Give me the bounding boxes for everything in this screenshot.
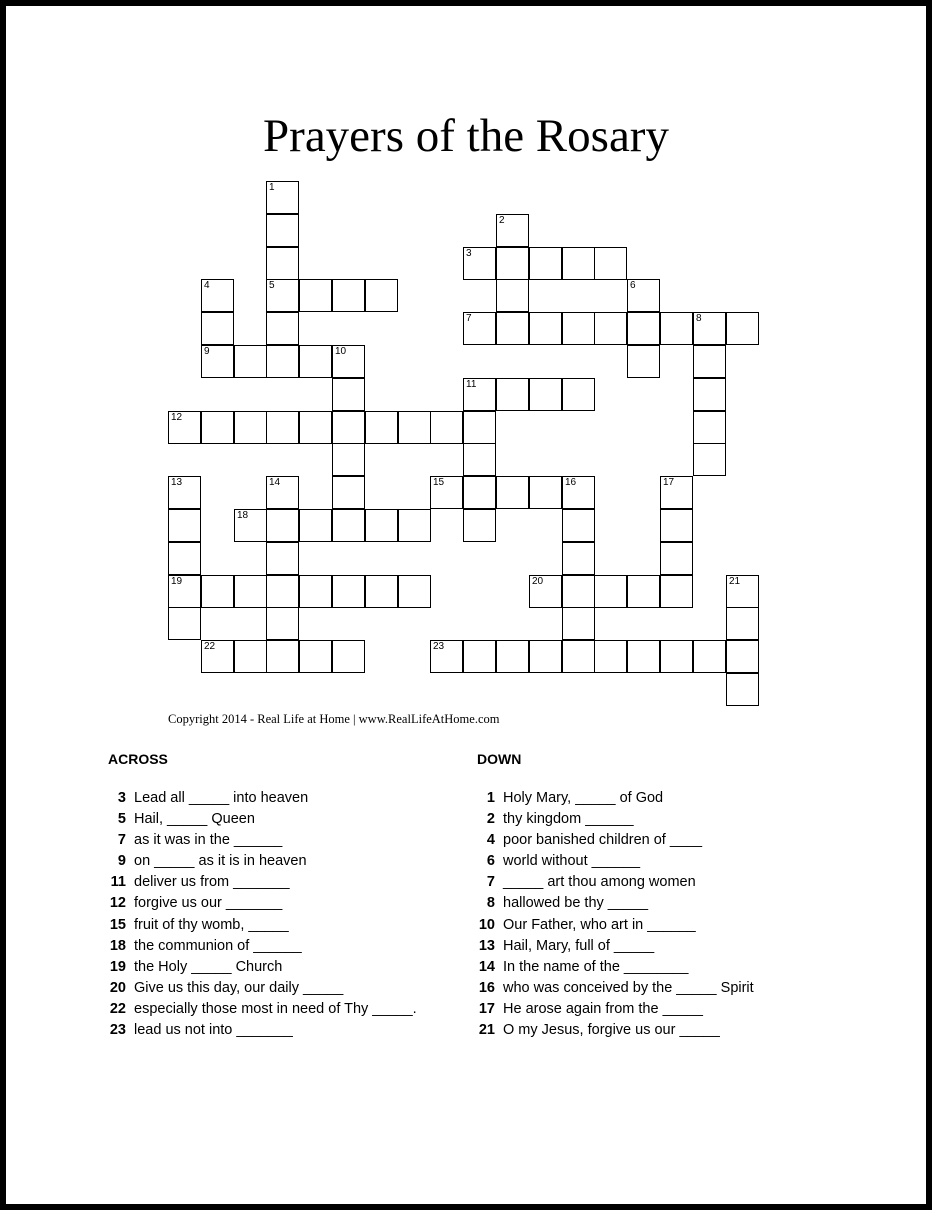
grid-cell[interactable] xyxy=(726,673,759,706)
cell-number: 17 xyxy=(663,477,675,488)
clue-number: 15 xyxy=(109,916,126,933)
clue-number: 7 xyxy=(117,832,126,849)
cell-number: 9 xyxy=(204,346,210,357)
grid-cell[interactable] xyxy=(234,640,267,673)
cell-number: 20 xyxy=(532,576,544,587)
clue-number: 19 xyxy=(109,958,126,975)
cell-number: 19 xyxy=(171,576,183,587)
down-clue-2 xyxy=(477,809,754,830)
grid-cell[interactable] xyxy=(496,476,529,509)
grid-cell[interactable] xyxy=(266,247,299,280)
grid-cell[interactable] xyxy=(201,312,234,345)
grid-cell[interactable] xyxy=(234,509,267,542)
grid-cell[interactable] xyxy=(168,607,201,640)
cell-number: 7 xyxy=(466,313,472,324)
clue-number: 11 xyxy=(110,874,126,891)
clue-text: poor banished children of ____ xyxy=(503,832,703,849)
grid-cell[interactable] xyxy=(201,345,234,378)
clue-text: fruit of thy womb, _____ xyxy=(134,916,289,933)
grid-cell[interactable] xyxy=(266,575,299,608)
across-clue-18 xyxy=(108,936,417,957)
grid-cell[interactable] xyxy=(496,640,529,673)
grid-cell[interactable] xyxy=(234,411,267,444)
grid-cell[interactable] xyxy=(463,312,496,345)
grid-cell[interactable] xyxy=(332,411,365,444)
down-clue-14 xyxy=(477,957,754,978)
grid-cell[interactable] xyxy=(332,443,365,476)
grid-cell[interactable] xyxy=(693,345,726,378)
grid-cell[interactable] xyxy=(398,575,431,608)
grid-cell[interactable] xyxy=(430,640,463,673)
clue-text: as it was in the ______ xyxy=(134,832,283,849)
copyright-notice: Copyright 2014 - Real Life at Home | www.RealLifeAtHome.com xyxy=(168,712,500,726)
grid-cell[interactable] xyxy=(299,411,332,444)
cell-number: 18 xyxy=(237,510,249,521)
grid-cell[interactable] xyxy=(201,279,234,312)
across-clue-12 xyxy=(108,893,417,914)
down-clue-13 xyxy=(477,936,754,957)
grid-cell[interactable] xyxy=(726,607,759,640)
grid-cell[interactable] xyxy=(365,575,398,608)
grid-cell[interactable] xyxy=(332,640,365,673)
grid-cell[interactable] xyxy=(365,411,398,444)
grid-cell[interactable] xyxy=(463,411,496,444)
clue-text: who was conceived by the _____ Spirit xyxy=(503,979,754,996)
grid-cell[interactable] xyxy=(266,312,299,345)
cell-number: 2 xyxy=(499,215,505,226)
clue-number: 2 xyxy=(486,811,495,828)
across-clues xyxy=(108,750,417,1041)
cell-number: 3 xyxy=(466,248,472,259)
clue-number: 13 xyxy=(478,937,495,954)
down-clue-21 xyxy=(477,1020,754,1041)
grid-cell[interactable] xyxy=(496,378,529,411)
down-clue-6 xyxy=(477,851,754,872)
grid-cell[interactable] xyxy=(562,509,595,542)
grid-cell[interactable] xyxy=(266,607,299,640)
across-clue-9 xyxy=(108,851,417,872)
cell-number: 23 xyxy=(433,641,445,652)
clue-number: 10 xyxy=(478,916,495,933)
clue-number: 22 xyxy=(109,1000,126,1017)
clue-number: 5 xyxy=(117,811,126,828)
grid-cell[interactable] xyxy=(266,345,299,378)
clue-text: forgive us our _______ xyxy=(134,895,283,912)
grid-cell[interactable] xyxy=(463,509,496,542)
down-clues xyxy=(477,750,754,1041)
cell-number: 21 xyxy=(729,576,741,587)
clue-text: _____ art thou among women xyxy=(503,874,696,891)
clue-text: the communion of ______ xyxy=(134,937,302,954)
clue-text: Our Father, who art in ______ xyxy=(503,916,696,933)
grid-cell[interactable] xyxy=(529,247,562,280)
cell-number: 8 xyxy=(696,313,702,324)
grid-cell[interactable] xyxy=(168,575,201,608)
grid-cell[interactable] xyxy=(365,279,398,312)
grid-cell[interactable] xyxy=(496,312,529,345)
cell-number: 1 xyxy=(269,182,275,193)
grid-cell[interactable] xyxy=(266,476,299,509)
clue-number: 20 xyxy=(109,979,126,996)
grid-cell[interactable] xyxy=(168,542,201,575)
across-clue-5 xyxy=(108,809,417,830)
grid-cell[interactable] xyxy=(266,181,299,214)
clue-number: 14 xyxy=(478,958,495,975)
across-clue-22 xyxy=(108,999,417,1020)
grid-cell[interactable] xyxy=(562,312,595,345)
grid-cell[interactable] xyxy=(693,411,726,444)
grid-cell[interactable] xyxy=(529,312,562,345)
across-clue-23 xyxy=(108,1020,417,1041)
clue-number: 8 xyxy=(486,895,495,912)
grid-cell[interactable] xyxy=(201,411,234,444)
grid-cell[interactable] xyxy=(562,542,595,575)
grid-cell[interactable] xyxy=(332,476,365,509)
down-heading: DOWN xyxy=(477,751,522,767)
across-clue-3 xyxy=(108,788,417,809)
clue-text: lead us not into _______ xyxy=(134,1022,293,1039)
cell-number: 11 xyxy=(466,379,477,390)
grid-cell[interactable] xyxy=(562,247,595,280)
clue-text: the Holy _____ Church xyxy=(134,958,283,975)
grid-cell[interactable] xyxy=(332,345,365,378)
grid-cell[interactable] xyxy=(562,378,595,411)
clue-text: Give us this day, our daily _____ xyxy=(134,979,344,996)
cell-number: 22 xyxy=(204,641,216,652)
grid-cell[interactable] xyxy=(332,378,365,411)
grid-cell[interactable] xyxy=(529,640,562,673)
clue-text: In the name of the ________ xyxy=(503,958,689,975)
down-clue-17 xyxy=(477,999,754,1020)
grid-cell[interactable] xyxy=(266,411,299,444)
across-clue-19 xyxy=(108,957,417,978)
grid-cell[interactable] xyxy=(496,214,529,247)
down-clue-4 xyxy=(477,830,754,851)
cell-number: 4 xyxy=(204,280,210,291)
grid-cell[interactable] xyxy=(627,575,660,608)
cell-number: 12 xyxy=(171,412,183,423)
cell-number: 5 xyxy=(269,280,275,291)
clue-text: thy kingdom ______ xyxy=(503,811,634,828)
down-clue-8 xyxy=(477,893,754,914)
grid-cell[interactable] xyxy=(693,640,726,673)
grid-cell[interactable] xyxy=(332,575,365,608)
clue-number: 3 xyxy=(117,790,126,806)
grid-cell[interactable] xyxy=(398,509,431,542)
grid-cell[interactable] xyxy=(299,640,332,673)
grid-cell[interactable] xyxy=(594,312,627,345)
clue-text: on _____ as it is in heaven xyxy=(134,853,307,870)
grid-cell[interactable] xyxy=(693,312,726,345)
grid-cell[interactable] xyxy=(627,312,660,345)
clue-text: He arose again from the _____ xyxy=(503,1000,703,1017)
grid-cell[interactable] xyxy=(627,279,660,312)
grid-cell[interactable] xyxy=(266,214,299,247)
clue-text: deliver us from _______ xyxy=(134,874,290,891)
grid-cell[interactable] xyxy=(726,575,759,608)
grid-cell[interactable] xyxy=(660,575,693,608)
grid-cell[interactable] xyxy=(562,607,595,640)
cell-number: 14 xyxy=(269,477,281,488)
grid-cell[interactable] xyxy=(463,378,496,411)
puzzle-title: Prayers of the Rosary xyxy=(263,110,669,162)
grid-cell[interactable] xyxy=(398,411,431,444)
across-clue-list xyxy=(108,788,417,1041)
grid-cell[interactable] xyxy=(660,542,693,575)
grid-cell[interactable] xyxy=(266,640,299,673)
grid-cell[interactable] xyxy=(660,312,693,345)
grid-cell[interactable] xyxy=(726,640,759,673)
down-clue-1 xyxy=(477,788,754,809)
grid-cell[interactable] xyxy=(266,542,299,575)
grid-cell[interactable] xyxy=(266,509,299,542)
clue-number: 7 xyxy=(486,874,495,891)
grid-cell[interactable] xyxy=(562,640,595,673)
down-clue-list xyxy=(477,788,754,1041)
grid-cell[interactable] xyxy=(299,509,332,542)
clue-number: 12 xyxy=(109,895,126,912)
clue-number: 4 xyxy=(486,832,495,849)
grid-cell[interactable] xyxy=(463,476,496,509)
clue-text: Lead all _____ into heaven xyxy=(134,790,309,806)
grid-cell[interactable] xyxy=(562,476,595,509)
grid-cell[interactable] xyxy=(627,345,660,378)
down-clue-7 xyxy=(477,872,754,893)
grid-cell[interactable] xyxy=(463,640,496,673)
grid-cell[interactable] xyxy=(529,476,562,509)
across-clue-20 xyxy=(108,978,417,999)
down-clue-10 xyxy=(477,915,754,936)
grid-cell[interactable] xyxy=(627,640,660,673)
grid-cell[interactable] xyxy=(201,640,234,673)
grid-cell[interactable] xyxy=(562,575,595,608)
across-clue-7 xyxy=(108,830,417,851)
grid-cell[interactable] xyxy=(430,476,463,509)
across-clue-11 xyxy=(108,872,417,893)
clue-number: 6 xyxy=(486,853,495,870)
grid-cell[interactable] xyxy=(299,279,332,312)
grid-cell[interactable] xyxy=(529,378,562,411)
grid-cell[interactable] xyxy=(332,279,365,312)
cell-number: 10 xyxy=(335,346,347,357)
grid-cell[interactable] xyxy=(693,378,726,411)
clue-text: hallowed be thy _____ xyxy=(503,895,649,912)
grid-cell[interactable] xyxy=(168,509,201,542)
grid-cell[interactable] xyxy=(496,279,529,312)
clue-text: especially those most in need of Thy _____. xyxy=(134,1000,417,1017)
clue-text: Hail, Mary, full of _____ xyxy=(503,937,655,954)
grid-cell[interactable] xyxy=(726,312,759,345)
cell-number: 13 xyxy=(171,477,183,488)
clue-number: 23 xyxy=(109,1022,126,1039)
grid-cell[interactable] xyxy=(332,509,365,542)
grid-cell[interactable] xyxy=(529,575,562,608)
cell-number: 16 xyxy=(565,477,577,488)
clue-text: O my Jesus, forgive us our _____ xyxy=(503,1022,720,1039)
clue-number: 21 xyxy=(478,1022,495,1039)
grid-cell[interactable] xyxy=(201,575,234,608)
grid-cell[interactable] xyxy=(594,247,627,280)
grid-cell[interactable] xyxy=(430,411,463,444)
grid-cell[interactable] xyxy=(496,247,529,280)
clue-text: Holy Mary, _____ of God xyxy=(503,790,664,806)
grid-cell[interactable] xyxy=(299,345,332,378)
grid-cell[interactable] xyxy=(365,509,398,542)
grid-cell[interactable] xyxy=(299,575,332,608)
down-clue-16 xyxy=(477,978,754,999)
grid-cell[interactable] xyxy=(660,509,693,542)
grid-cell[interactable] xyxy=(594,640,627,673)
clue-number: 18 xyxy=(109,937,126,954)
clue-number: 1 xyxy=(486,790,495,806)
clue-text: world without ______ xyxy=(503,853,641,870)
clue-number: 17 xyxy=(478,1000,495,1017)
grid-cell[interactable] xyxy=(594,575,627,608)
clue-number: 16 xyxy=(478,979,495,996)
cell-number: 6 xyxy=(630,280,636,291)
grid-cell[interactable] xyxy=(660,640,693,673)
grid-cell[interactable] xyxy=(660,476,693,509)
grid-cell[interactable] xyxy=(463,247,496,280)
grid-cell[interactable] xyxy=(234,345,267,378)
grid-cell[interactable] xyxy=(168,476,201,509)
cell-number: 15 xyxy=(433,477,445,488)
grid-cell[interactable] xyxy=(168,411,201,444)
grid-cell[interactable] xyxy=(266,279,299,312)
grid-cell[interactable] xyxy=(463,443,496,476)
clue-number: 9 xyxy=(117,853,126,870)
clue-text: Hail, _____ Queen xyxy=(134,811,255,828)
across-heading: ACROSS xyxy=(108,751,168,767)
grid-cell[interactable] xyxy=(693,443,726,476)
grid-cell[interactable] xyxy=(234,575,267,608)
across-clue-15 xyxy=(108,915,417,936)
